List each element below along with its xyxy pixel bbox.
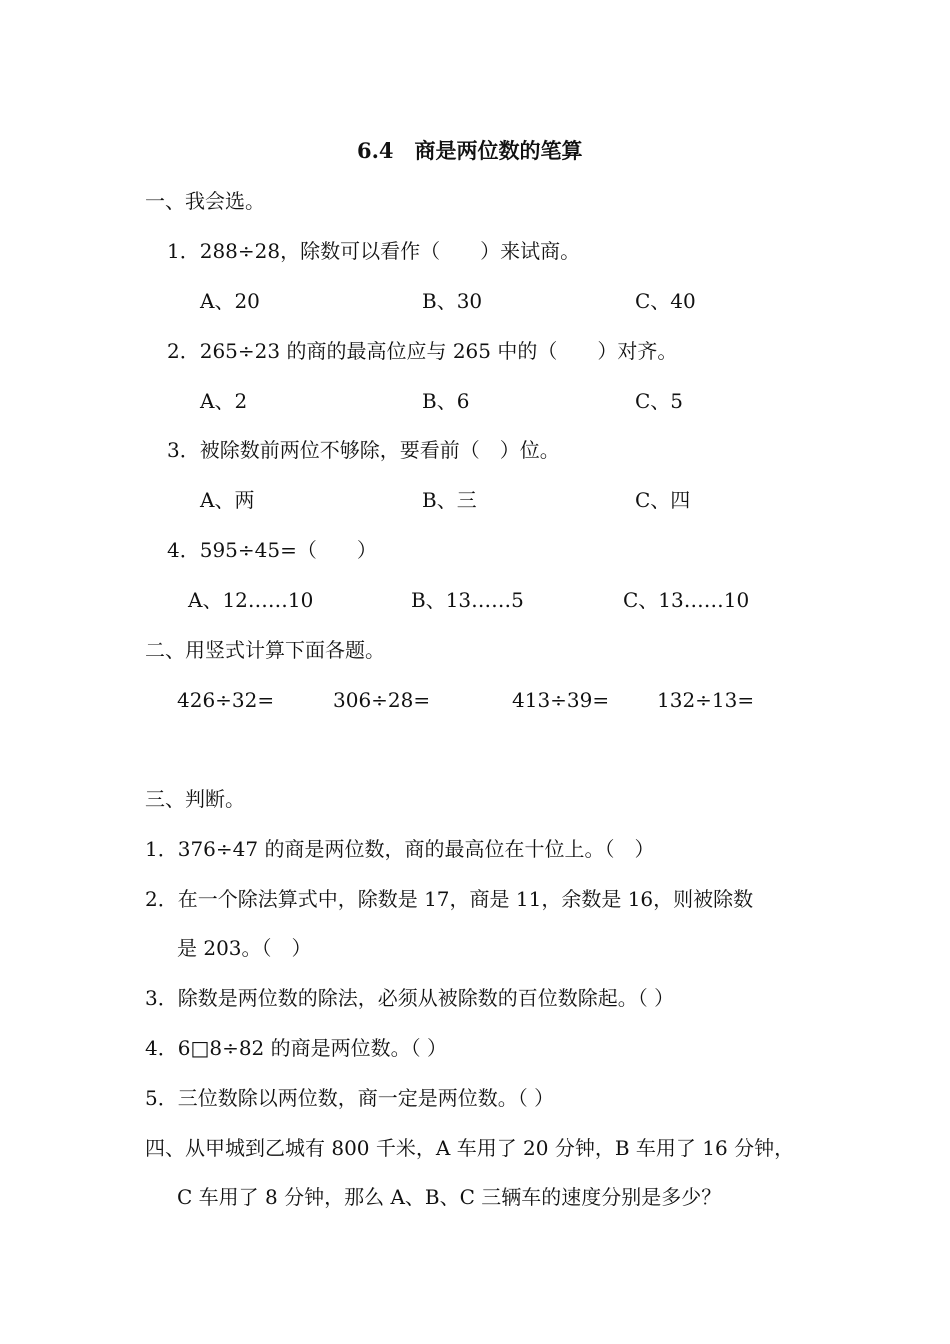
question-1-option-b: B、30: [422, 289, 483, 313]
judge-item-3: 3．除数是两位数的除法，必须从被除数的百位数除起。（ ）: [145, 986, 675, 1010]
question-3-option-c: C、四: [635, 488, 691, 512]
judge-item-2: 2．在一个除法算式中，除数是 17，商是 11，余数是 16，则被除数: [145, 887, 754, 911]
question-4-option-c: C、13……10: [623, 588, 750, 612]
calc-problem-2: 306÷28=: [333, 688, 431, 712]
question-2-option-b: B、6: [422, 389, 470, 413]
section-1-heading: 一、我会选。: [145, 189, 265, 213]
question-2-option-c: C、5: [635, 389, 684, 413]
question-1-option-c: C、40: [635, 289, 696, 313]
calc-problem-4: 132÷13=: [657, 688, 755, 712]
judge-item-1: 1．376÷47 的商是两位数，商的最高位在十位上。（ ）: [145, 837, 655, 861]
section-3-heading: 三、判断。: [145, 787, 245, 811]
question-3: 3．被除数前两位不够除，要看前（ ）位。: [167, 438, 560, 462]
question-3-option-b: B、三: [422, 488, 477, 512]
judge-item-2-cont: 是 203。（ ）: [177, 936, 312, 960]
calc-problem-3: 413÷39=: [512, 688, 610, 712]
question-1-option-a: A、20: [200, 289, 260, 313]
calc-problem-1: 426÷32=: [177, 688, 275, 712]
section-2-heading: 二、用竖式计算下面各题。: [145, 638, 385, 662]
question-4-option-a: A、12……10: [188, 588, 314, 612]
section-4-line-1: 四、从甲城到乙城有 800 千米，A 车用了 20 分钟，B 车用了 16 分钟，: [145, 1136, 795, 1160]
section-4-line-2: C 车用了 8 分钟，那么 A、B、C 三辆车的速度分别是多少？: [177, 1185, 722, 1209]
question-4: 4．595÷45=（ ）: [167, 538, 377, 562]
question-3-option-a: A、两: [200, 488, 255, 512]
judge-item-5: 5．三位数除以两位数，商一定是两位数。（ ）: [145, 1086, 555, 1110]
question-1: 1．288÷28，除数可以看作（ ）来试商。: [167, 239, 581, 263]
judge-item-4: 4．6□8÷82 的商是两位数。（ ）: [145, 1036, 447, 1060]
page-title: 6.4 商是两位数的笔算: [357, 138, 583, 163]
question-4-option-b: B、13……5: [411, 588, 524, 612]
question-2: 2．265÷23 的商的最高位应与 265 中的（ ）对齐。: [167, 339, 678, 363]
question-2-option-a: A、2: [200, 389, 248, 413]
